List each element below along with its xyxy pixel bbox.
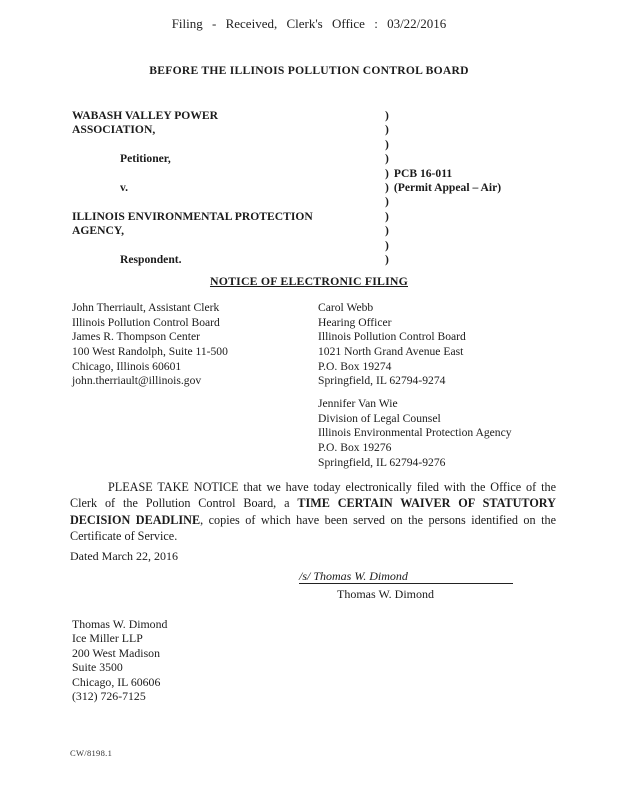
caption-paren: )	[385, 137, 389, 151]
address-line: 1021 North Grand Avenue East	[318, 345, 464, 359]
caption-paren: )	[385, 109, 389, 122]
document-id: CW/8198.1	[70, 748, 113, 758]
versus-label: v.	[120, 180, 129, 194]
caption-paren: )	[385, 224, 389, 238]
respondent-role: Respondent.	[120, 252, 182, 266]
address-line: P.O. Box 19276	[318, 441, 392, 455]
spacer	[72, 195, 372, 209]
caption-case-info	[385, 109, 585, 267]
attorney-name: Thomas W. Dimond	[72, 617, 168, 631]
caption-paren: )	[385, 238, 389, 252]
attorney-address-block	[72, 617, 292, 703]
caption-paren: )	[385, 195, 389, 209]
petitioner-role: Petitioner,	[120, 152, 171, 166]
address-line: Hearing Officer	[318, 315, 392, 329]
agency-counsel-address-block	[318, 397, 568, 470]
case-number: PCB 16-011	[393, 166, 453, 180]
clerk-address-block	[72, 301, 322, 389]
address-line: Illinois Pollution Control Board	[72, 315, 220, 329]
dated-line: Dated March 22, 2016	[70, 549, 178, 563]
caption-paren: )	[385, 252, 389, 266]
notice-heading: NOTICE OF ELECTRONIC FILING	[209, 274, 408, 288]
caption-paren: )	[385, 180, 389, 194]
case-type: (Permit Appeal – Air)	[393, 180, 502, 194]
notice-paragraph-lead: PLEASE TAKE NOTICE that we have today electronically filed with the Office of the Clerk of the Pollution Control Board, a	[70, 480, 556, 511]
caption-parties	[72, 109, 372, 267]
spacer	[72, 138, 372, 152]
caption-paren: )	[385, 123, 389, 137]
address-line: Chicago, IL 60606	[72, 674, 161, 689]
address-line: Springfield, IL 62794-9274	[318, 374, 446, 388]
address-line: Illinois Environmental Protection Agency	[318, 426, 512, 440]
case-number-row	[385, 167, 585, 181]
address-line: 100 West Randolph, Suite 11-500	[72, 345, 228, 359]
clerk-email: john.therriault@illinois.gov	[72, 374, 202, 388]
address-line: Suite 3500	[72, 660, 123, 675]
hearing-officer-address-block	[318, 301, 568, 389]
address-line: Division of Legal Counsel	[318, 411, 441, 425]
firm-name: Ice Miller LLP	[72, 631, 143, 646]
petitioner-name-line1: WABASH VALLEY POWER	[72, 109, 219, 122]
address-line: P.O. Box 19274	[318, 359, 392, 373]
court-title: BEFORE THE ILLINOIS POLLUTION CONTROL BOARD	[149, 64, 469, 77]
address-line: John Therriault, Assistant Clerk	[72, 301, 220, 314]
address-line: Carol Webb	[318, 301, 374, 314]
respondent-name-line1: ILLINOIS ENVIRONMENTAL PROTECTION	[72, 209, 313, 223]
phone-number: (312) 726-7125	[72, 688, 146, 703]
signer-printed-name: Thomas W. Dimond	[337, 587, 435, 601]
address-line: James R. Thompson Center	[72, 330, 200, 344]
caption-paren: )	[385, 166, 389, 180]
petitioner-name-line2: ASSOCIATION,	[72, 123, 156, 137]
case-type-row	[385, 181, 585, 195]
address-line: Springfield, IL 62794-9276	[318, 455, 446, 469]
respondent-name-line2: AGENCY,	[72, 224, 125, 238]
spacer	[72, 167, 372, 181]
address-line: Chicago, Illinois 60601	[72, 359, 182, 373]
address-line: Illinois Pollution Control Board	[318, 330, 466, 344]
spacer	[72, 239, 372, 253]
address-line: 200 West Madison	[72, 645, 160, 660]
caption-paren: )	[385, 209, 389, 223]
notice-paragraph	[70, 479, 556, 544]
filing-received-banner: Filing - Received, Clerk's Office : 03/22/2016	[171, 16, 447, 31]
electronic-signature: /s/ Thomas W. Dimond	[299, 569, 513, 584]
filed-document-title: TIME CERTAIN WAIVER OF STATUTORY DECISION DEADLINE	[70, 496, 556, 527]
caption-paren: )	[385, 152, 389, 166]
address-line: Jennifer Van Wie	[318, 397, 398, 410]
notice-paragraph-tail: , copies of which have been served on the persons identified on the Certificate of Service.	[70, 512, 556, 543]
